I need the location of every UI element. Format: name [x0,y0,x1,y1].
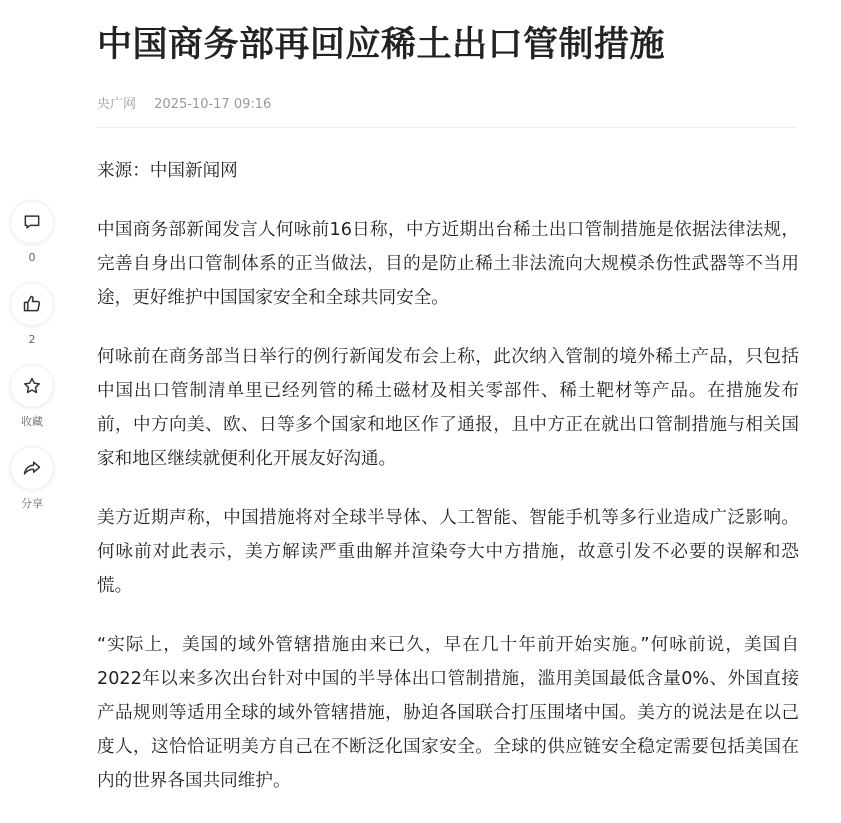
article-meta [97,96,271,114]
article-title: 中国商务部再回应稀土出口管制措施 [97,25,666,65]
comment-count: 0 [28,251,36,264]
paragraph: “实际上，美国的域外管辖措施由来已久，早在几十年前开始实施。”何咏前说，美国自2022年以来多次出台针对中国的半导体出口管制措施，滥用美国最低含量0%、外国直接产品规则等适用全球的域外管辖措施，胁迫各国联合打压围堵中国。美方的说法是在以己度人，这恰恰证明美方自己在不断泛化国家安全。全球的供应链安全稳定需要包括美国在内的世界各国共同维护。 [97,635,799,791]
thumbs-up-icon [22,294,42,314]
like-action[interactable] [8,282,56,364]
paragraph: 中国商务部新闻发言人何咏前16日称，中方近期出台稀土出口管制措施是依据法律法规，完善自身出口管制体系的正当做法，目的是防止稀土非法流向大规模杀伤性武器等不当用途，更好维护中国国家安全和全球共同安全。 [97,220,799,308]
star-icon [22,376,42,396]
paragraph: 美方近期声称，中国措施将对全球半导体、人工智能、智能手机等多行业造成广泛影响。何咏前对此表示，美方解读严重曲解并渲染夸大中方措施，故意引发不必要的误解和恐慌。 [97,508,799,596]
share-action[interactable] [8,446,56,528]
favorite-button[interactable] [10,364,54,408]
publish-time: 2025-10-17 09:16 [154,97,272,112]
like-button[interactable] [10,282,54,326]
comment-button[interactable] [10,200,54,244]
comment-icon [22,212,42,232]
share-button[interactable] [10,446,54,490]
article-body [97,154,799,823]
comment-action[interactable] [8,200,56,282]
favorite-label: 收藏 [21,415,43,428]
source-line: 来源：中国新闻网 [97,161,238,181]
like-count: 2 [28,333,36,346]
favorite-action[interactable] [8,364,56,446]
side-action-rail [8,200,56,528]
divider [97,127,797,128]
share-label: 分享 [21,497,43,510]
source-name[interactable]: 央广网 [97,97,137,112]
share-icon [22,458,42,478]
paragraph: 何咏前在商务部当日举行的例行新闻发布会上称，此次纳入管制的境外稀土产品，只包括中国出口管制清单里已经列管的稀土磁材及相关零部件、稀土靶材等产品。在措施发布前，中方向美、欧、日等多个国家和地区作了通报，且中方正在就出口管制措施与相关国家和地区继续就便利化开展友好沟通。 [97,347,799,469]
